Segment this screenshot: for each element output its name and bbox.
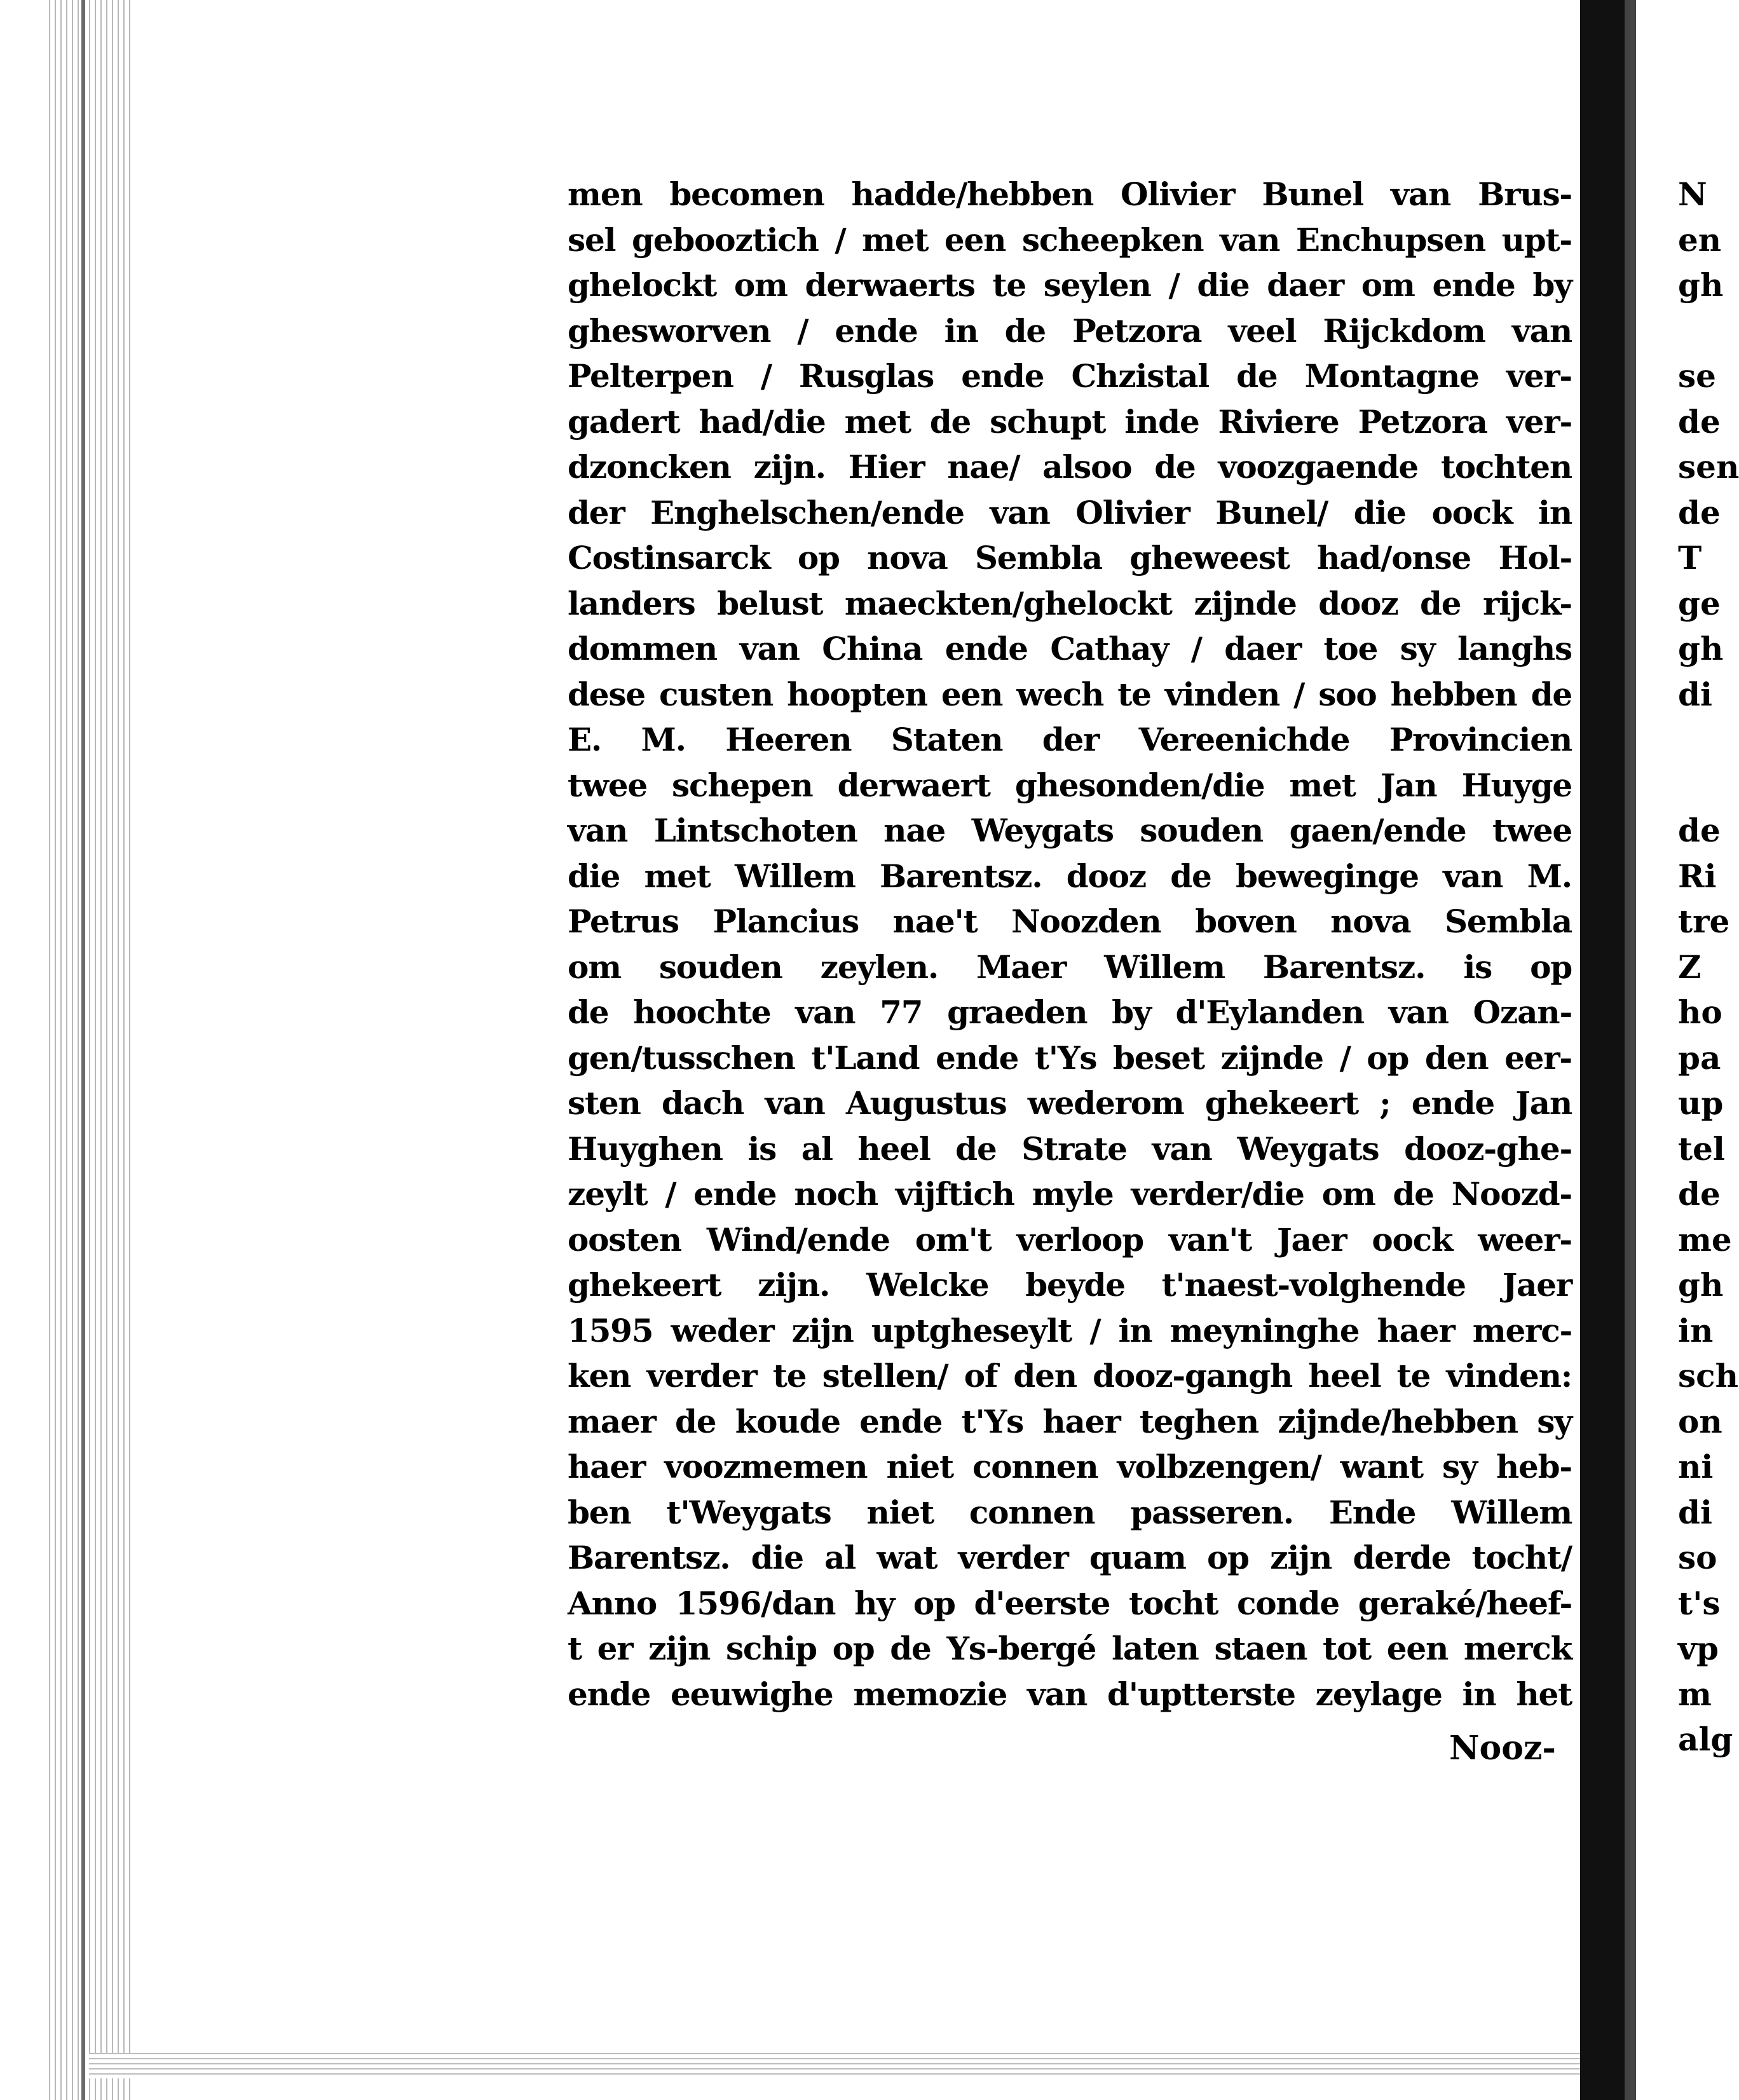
facing-text-fragment: T — [1678, 539, 1702, 576]
text-line: Anno 1596/dan hy op d'eerste tocht conde geraké/heef- — [568, 1584, 1572, 1622]
text-line: Costinsarck op nova Sembla gheweest had/onse Hol- — [568, 539, 1572, 576]
text-line: maer de koude ende t'Ys haer teghen zijnde/hebben sy — [568, 1402, 1572, 1440]
facing-text-fragment: de — [1678, 402, 1721, 440]
facing-text-fragment — [1678, 308, 1719, 354]
facing-text-fragment: in — [1678, 1311, 1714, 1349]
text-line: landers belust maeckten/ghelockt zijnde dooz de rijck- — [568, 584, 1572, 622]
text-line: gen/tusschen t'Land ende t'Ys beset zijnde / op den eer- — [568, 1039, 1572, 1077]
facing-text-fragment: so — [1678, 1539, 1717, 1576]
text-line: dese custen hoopten een wech te vinden / soo hebben de — [568, 675, 1572, 713]
facing-text-fragment: en — [1678, 221, 1722, 259]
text-line: men becomen hadde/hebben Olivier Bunel van Brus- — [568, 175, 1572, 213]
text-line: oosten Wind/ende om't verloop van't Jaer oock weer- — [568, 1220, 1572, 1258]
text-line: van Lintschoten nae Weygats souden gaen/ende twee — [568, 812, 1572, 849]
text-line: sel gebooztich / met een scheepken van Enchupsen upt- — [568, 221, 1572, 259]
facing-text-fragment: gh — [1678, 1266, 1724, 1304]
text-line: E. M. Heeren Staten der Vereenichde Provincien — [568, 721, 1572, 758]
facing-text-fragment: me — [1678, 1220, 1732, 1258]
text-column — [568, 172, 1572, 1717]
text-line: ghesworven / ende in de Petzora veel Rijckdom van — [568, 311, 1572, 350]
text-line: ken verder te stellen/ of den dooz-gangh heel te vinden: — [568, 1357, 1572, 1394]
facing-text-fragment: de — [1678, 493, 1721, 531]
text-line: der Enghelschen/ende van Olivier Bunel/ die oock in — [568, 493, 1572, 531]
facing-text-fragment: de — [1678, 812, 1721, 849]
text-line: 1595 weder zijn uptgheseylt / in meyninghe haer merc- — [568, 1311, 1572, 1349]
text-line: Pelterpen / Rusglas ende Chzistal de Montagne ver- — [568, 357, 1572, 395]
facing-text-fragment: up — [1678, 1084, 1724, 1122]
facing-text-fragment: on — [1678, 1402, 1722, 1440]
text-line: die met Willem Barentsz. dooz de beweginge van M. — [568, 857, 1572, 895]
text-line: zeylt / ende noch vijftich myle verder/die om de Noozd- — [568, 1175, 1572, 1213]
facing-text-fragment: m — [1678, 1675, 1712, 1713]
catchword: Nooz- — [1449, 1729, 1557, 1768]
page-edge-line — [81, 0, 85, 2100]
facing-text-fragment: t's — [1678, 1584, 1721, 1622]
text-line: twee schepen derwaert ghesonden/die met Jan Huyge — [568, 766, 1572, 804]
facing-text-fragment: sen — [1678, 448, 1739, 486]
facing-text-fragment — [1678, 763, 1719, 808]
text-line: Barentsz. die al wat verder quam op zijn derde tocht/ — [568, 1539, 1572, 1576]
facing-text-fragment: N — [1678, 175, 1707, 213]
text-line: Petrus Plancius nae't Noozden boven nova Sembla — [568, 903, 1572, 940]
facing-text-fragment: ni — [1678, 1448, 1714, 1485]
facing-text-fragment: ho — [1678, 993, 1722, 1031]
text-line: gadert had/die met de schupt inde Riviere Petzora ver- — [568, 402, 1572, 440]
text-line: t er zijn schip op de Ys-bergé laten staen tot een merck — [568, 1630, 1572, 1667]
page-bottom-edges — [89, 2053, 1583, 2078]
facing-text-fragment: di — [1678, 675, 1712, 713]
facing-text-fragment: di — [1678, 1493, 1712, 1531]
facing-text-fragment: vp — [1678, 1630, 1719, 1667]
facing-text-fragment: se — [1678, 357, 1716, 395]
facing-text-fragment: tel — [1678, 1129, 1725, 1168]
facing-text-fragment: sch — [1678, 1357, 1738, 1394]
margin-background — [0, 0, 44, 2100]
facing-text-fragment: gh — [1678, 266, 1724, 304]
text-line: Huyghen is al heel de Strate van Weygats dooz-ghe- — [568, 1129, 1572, 1168]
page-stack-edges — [44, 0, 133, 2100]
text-line: dommen van China ende Cathay / daer toe sy langhs — [568, 630, 1572, 667]
facing-text-fragment: pa — [1678, 1039, 1721, 1077]
text-line: haer voozmemen niet connen volbzengen/ want sy heb- — [568, 1448, 1572, 1485]
facing-text-fragment: Ri — [1678, 857, 1717, 895]
text-line: de hoochte van 77 graeden by d'Eylanden van Ozan- — [568, 993, 1572, 1031]
facing-text-fragment: de — [1678, 1175, 1721, 1213]
facing-text-fragment — [1678, 717, 1719, 763]
facing-page-text — [1678, 172, 1739, 1762]
gutter-edge — [1625, 0, 1636, 2100]
text-line: dzoncken zijn. Hier nae/ alsoo de voozgaende tochten — [568, 448, 1572, 486]
gutter-shadow — [1580, 0, 1625, 2100]
text-line: ghekeert zijn. Welcke beyde t'naest-volghende Jaer — [568, 1266, 1572, 1304]
text-line: ghelockt om derwaerts te seylen / die daer om ende by — [568, 266, 1572, 304]
text-line: ben t'Weygats niet connen passeren. Ende Willem — [568, 1493, 1572, 1531]
facing-text-fragment: Z — [1678, 948, 1701, 986]
facing-text-fragment: alg — [1678, 1721, 1733, 1758]
facing-text-fragment: ge — [1678, 584, 1721, 622]
text-line: ende eeuwighe memozie van d'uptterste zeylage in het — [568, 1675, 1572, 1713]
facing-text-fragment: gh — [1678, 630, 1724, 667]
text-line: sten dach van Augustus wederom ghekeert ; ende Jan — [568, 1084, 1572, 1122]
text-line: om souden zeylen. Maer Willem Barentsz. is op — [568, 948, 1572, 986]
facing-text-fragment: tre — [1678, 903, 1730, 940]
